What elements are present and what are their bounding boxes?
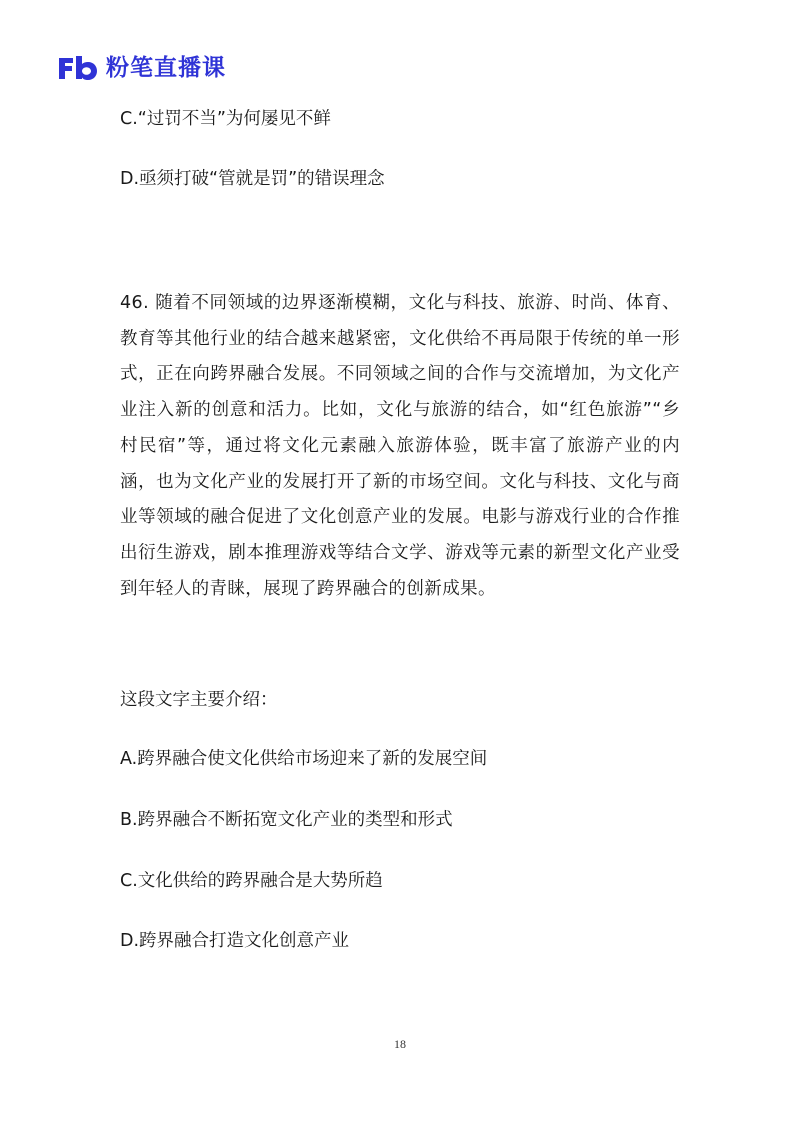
option-d: D.跨界融合打造文化创意产业 [120,931,350,951]
prev-option-c: C.“过罚不当”为何屡见不鲜 [120,109,331,129]
option-c: C.文化供给的跨界融合是大势所趋 [120,871,383,891]
fb-logo-icon [56,54,100,82]
prev-option-d: D.亟须打破“管就是罚”的错误理念 [120,169,385,189]
option-a: A.跨界融合使文化供给市场迎来了新的发展空间 [120,749,488,769]
question-prompt: 这段文字主要介绍： [120,690,278,710]
brand-name: 粉笔直播课 [106,55,226,81]
header [56,52,226,84]
page-number: 18 [394,1037,406,1051]
option-b: B.跨界融合不断拓宽文化产业的类型和形式 [120,810,453,830]
question-passage: 46. 随着不同领域的边界逐渐模糊，文化与科技、旅游、时尚、体育、教育等其他行业的结合越来越紧密，文化供给不再局限于传统的单一形式，正在向跨界融合发展。不同领域之间的合作与交流增加，为文化产业注入新的创意和活力。比如，文化与旅游的结合，如“红色旅游”“乡村民宿”等，通过将文化元素融入旅游体验，既丰富了旅游产业的内涵，也为文化产业的发展打开了新的市场空间。文化与科技、文化与商业等领域的融合促进了文化创意产业的发展。电影与游戏行业的合作推出衍生游戏，剧本推理游戏等结合文学、游戏等元素的新型文化产业受到年轻人的青睐，展现了跨界融合的创新成果。 [120,293,680,599]
